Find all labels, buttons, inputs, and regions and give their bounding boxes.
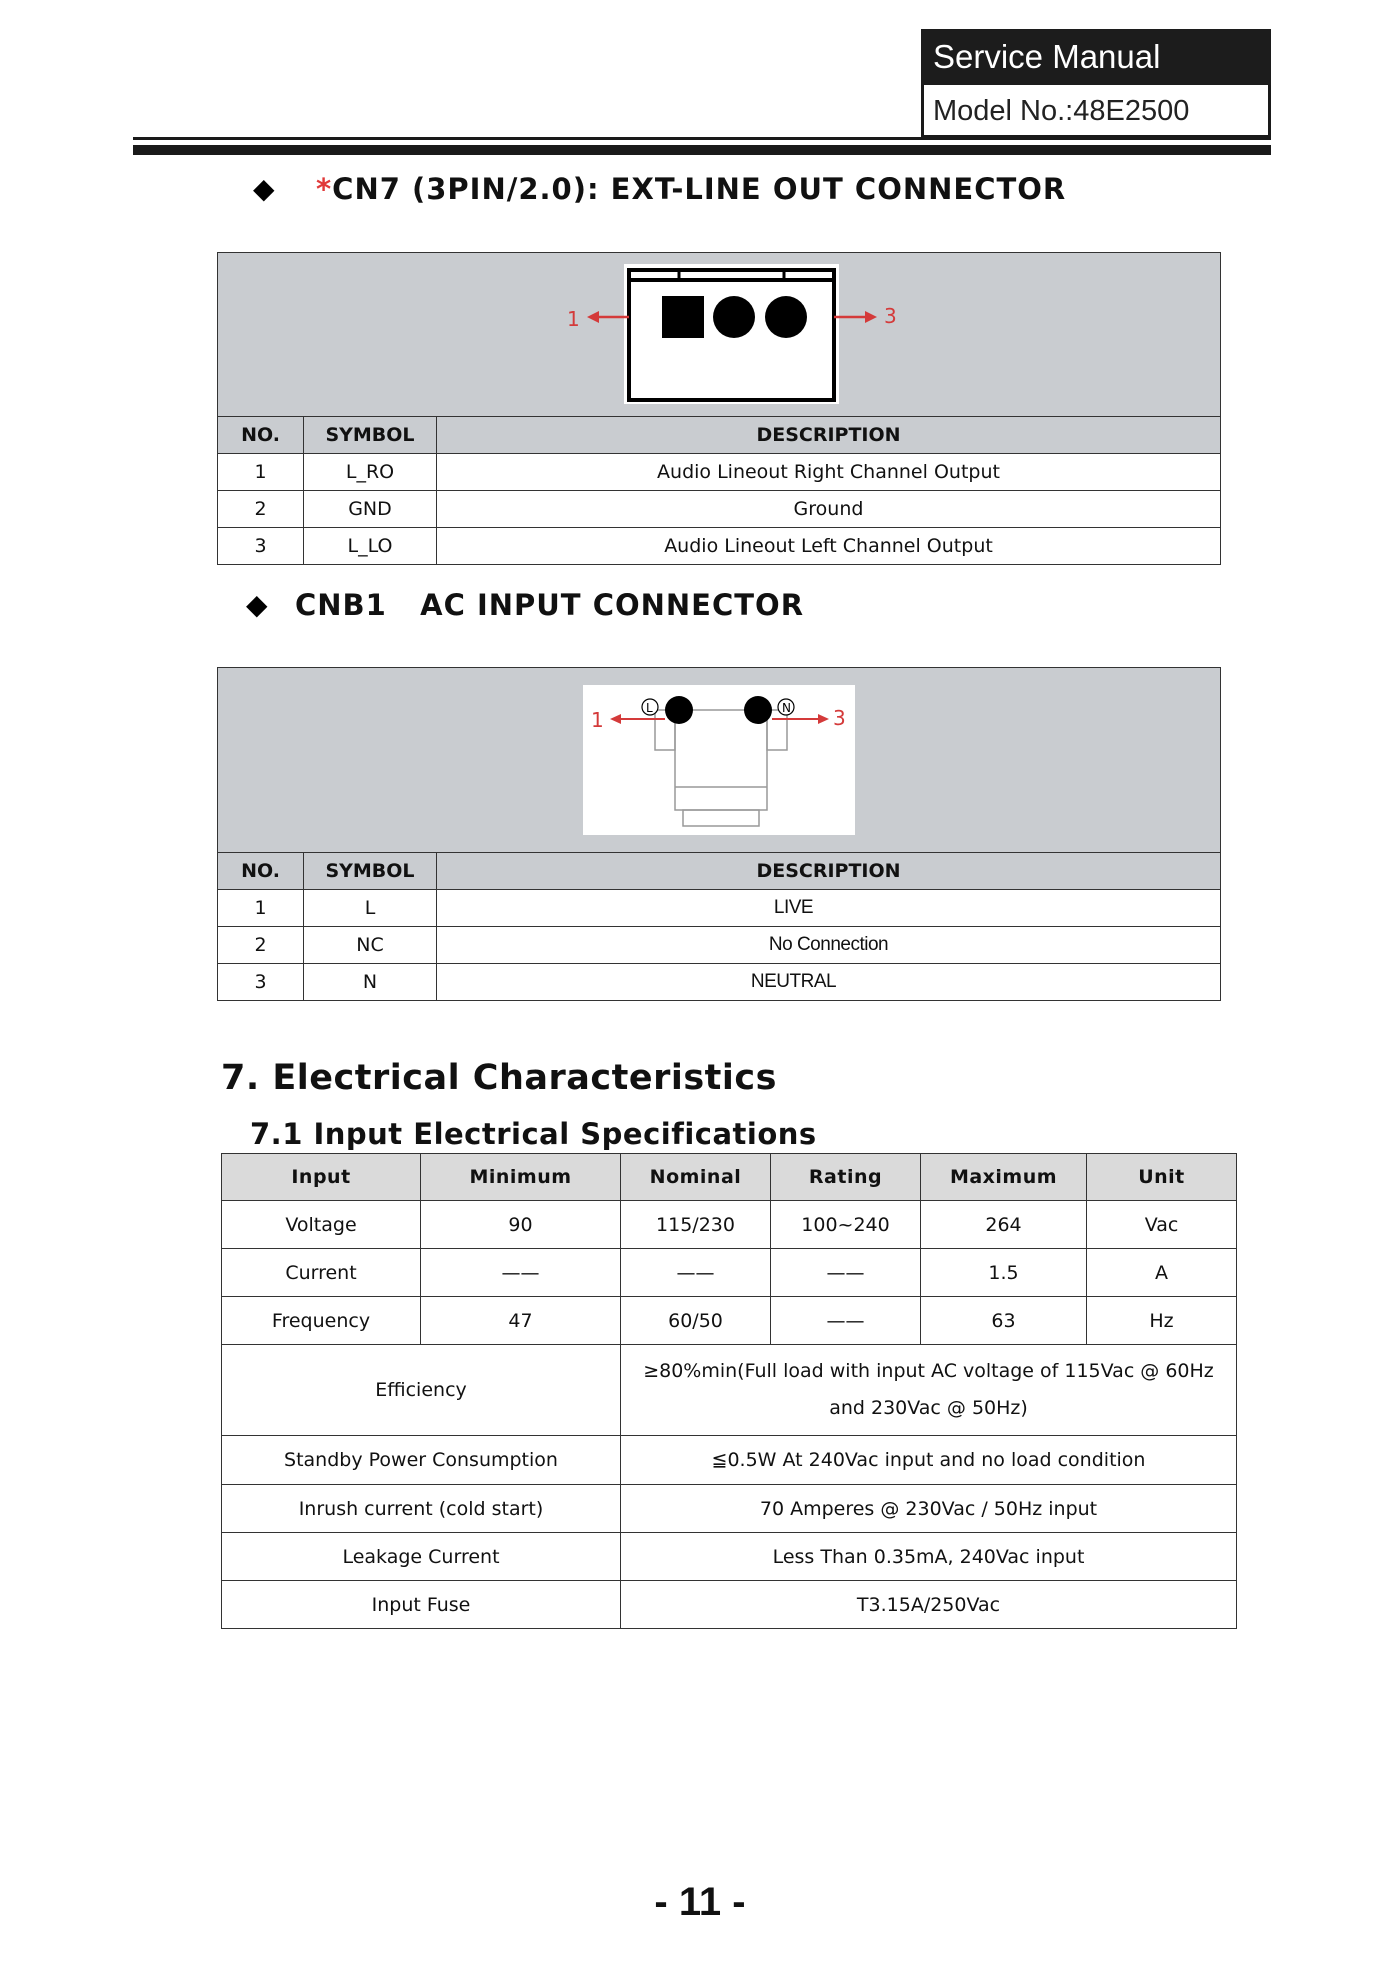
cell-description: No Connection xyxy=(437,927,1221,964)
table-row xyxy=(218,528,1221,565)
cnb1-col-description: DESCRIPTION xyxy=(437,853,1221,890)
cell: Current xyxy=(222,1249,421,1297)
cn7-col-symbol: SYMBOL xyxy=(304,417,437,454)
cnb1-connector-diagram xyxy=(583,685,855,835)
cell-value: 70 Amperes @ 230Vac / 50Hz input xyxy=(621,1485,1237,1533)
table-row xyxy=(222,1533,1237,1581)
cell-label: Inrush current (cold start) xyxy=(222,1485,621,1533)
cn7-pin-2 xyxy=(713,296,755,338)
header-rule-thick xyxy=(133,145,1271,155)
cell-no: 3 xyxy=(218,964,304,1001)
cell-description: NEUTRAL xyxy=(437,964,1221,1001)
cell-value: ≦0.5W At 240Vac input and no load condition xyxy=(621,1436,1237,1485)
cell: Frequency xyxy=(222,1297,421,1345)
cell: Voltage xyxy=(222,1201,421,1249)
col-minimum: Minimum xyxy=(421,1154,621,1201)
cnb1-diagram-bg xyxy=(583,685,855,835)
table-row xyxy=(218,890,1221,927)
cn7-arrowhead-right xyxy=(865,311,877,323)
bullet-diamond-icon: ◆ xyxy=(246,588,268,621)
cell: —— xyxy=(421,1249,621,1297)
electrical-spec-table xyxy=(221,1153,1237,1629)
cnb1-mark-l-text: L xyxy=(646,701,653,715)
table-row xyxy=(222,1485,1237,1533)
cell: A xyxy=(1087,1249,1237,1297)
cell: 47 xyxy=(421,1297,621,1345)
table-row xyxy=(218,491,1221,528)
table-row xyxy=(222,1436,1237,1485)
cell-symbol: L_LO xyxy=(304,528,437,565)
cn7-header-row xyxy=(218,417,1221,454)
cn7-arrowhead-left xyxy=(587,311,599,323)
cn7-col-no: NO. xyxy=(218,417,304,454)
cell: —— xyxy=(621,1249,771,1297)
col-unit: Unit xyxy=(1087,1154,1237,1201)
cnb1-pin-1 xyxy=(665,696,693,724)
cell-description: LIVE xyxy=(437,890,1221,927)
cn7-connector-diagram xyxy=(529,260,909,410)
cell: Vac xyxy=(1087,1201,1237,1249)
cell-description: Ground xyxy=(437,491,1221,528)
table-row xyxy=(218,964,1221,1001)
cell: 90 xyxy=(421,1201,621,1249)
cnb1-col-symbol: SYMBOL xyxy=(304,853,437,890)
cell-no: 1 xyxy=(218,890,304,927)
cell-label: Leakage Current xyxy=(222,1533,621,1581)
cnb1-pin-label-right: 3 xyxy=(833,706,846,730)
table-row xyxy=(222,1345,1237,1436)
cell-value-line: and 230Vac @ 50Hz) xyxy=(829,1397,1028,1419)
table-row xyxy=(218,927,1221,964)
col-input: Input xyxy=(222,1154,421,1201)
cn7-pin-label-right: 3 xyxy=(884,303,897,328)
cell-value xyxy=(621,1345,1237,1436)
col-maximum: Maximum xyxy=(921,1154,1087,1201)
cell-symbol: N xyxy=(304,964,437,1001)
cell: 264 xyxy=(921,1201,1087,1249)
table-row xyxy=(222,1297,1237,1345)
subsection-title: 7.1 Input Electrical Specifications xyxy=(250,1117,817,1151)
cnb1-diagram-row xyxy=(218,668,1221,853)
table-row xyxy=(222,1201,1237,1249)
cnb1-header-row xyxy=(218,853,1221,890)
cell-value-line: ≥80%min(Full load with input AC voltage of 115Vac @ 60Hz xyxy=(643,1360,1214,1382)
cnb1-pin-label-left: 1 xyxy=(591,708,604,732)
cell-no: 2 xyxy=(218,491,304,528)
cell-label: Efficiency xyxy=(222,1345,621,1436)
cn7-pin-1 xyxy=(662,296,704,338)
table-row xyxy=(222,1581,1237,1629)
cell-symbol: NC xyxy=(304,927,437,964)
cell: Hz xyxy=(1087,1297,1237,1345)
cell-label: Input Fuse xyxy=(222,1581,621,1629)
cnb1-mark-n-text: N xyxy=(782,701,791,715)
bullet-diamond-icon: ◆ xyxy=(253,172,275,205)
cnb1-table xyxy=(217,667,1221,1001)
cell-description: Audio Lineout Right Channel Output xyxy=(437,454,1221,491)
cell-description: Audio Lineout Left Channel Output xyxy=(437,528,1221,565)
cn7-col-description: DESCRIPTION xyxy=(437,417,1221,454)
spec-header-row xyxy=(222,1154,1237,1201)
header-model-number: Model No.:48E2500 xyxy=(933,95,1190,127)
cell: 1.5 xyxy=(921,1249,1087,1297)
cnb1-heading: CNB1 AC INPUT CONNECTOR xyxy=(295,588,805,622)
cn7-diagram-row xyxy=(218,253,1221,417)
cn7-heading-text: CN7 (3PIN/2.0): EXT-LINE OUT CONNECTOR xyxy=(332,172,1067,206)
cell: 60/50 xyxy=(621,1297,771,1345)
cn7-pin-3 xyxy=(765,296,807,338)
col-rating: Rating xyxy=(771,1154,921,1201)
cell-value: T3.15A/250Vac xyxy=(621,1581,1237,1629)
col-nominal: Nominal xyxy=(621,1154,771,1201)
cnb1-col-no: NO. xyxy=(218,853,304,890)
cell-symbol: L xyxy=(304,890,437,927)
cn7-star: * xyxy=(316,172,333,206)
cn7-pin-label-left: 1 xyxy=(567,306,580,331)
page-number: - 11 - xyxy=(654,1880,746,1924)
cell-no: 2 xyxy=(218,927,304,964)
cell-value: Less Than 0.35mA, 240Vac input xyxy=(621,1533,1237,1581)
cell-no: 1 xyxy=(218,454,304,491)
cell: 115/230 xyxy=(621,1201,771,1249)
header-rule-thin xyxy=(133,137,1271,140)
cell-no: 3 xyxy=(218,528,304,565)
cell-symbol: GND xyxy=(304,491,437,528)
cnb1-pin-3 xyxy=(744,696,772,724)
cn7-heading xyxy=(316,172,1066,206)
cell-label: Standby Power Consumption xyxy=(222,1436,621,1485)
cell: —— xyxy=(771,1297,921,1345)
table-row xyxy=(222,1249,1237,1297)
table-row xyxy=(218,454,1221,491)
cn7-table xyxy=(217,252,1221,565)
cell: —— xyxy=(771,1249,921,1297)
cell: 100~240 xyxy=(771,1201,921,1249)
cell-symbol: L_RO xyxy=(304,454,437,491)
header-title: Service Manual xyxy=(921,29,1271,85)
cell: 63 xyxy=(921,1297,1087,1345)
section-title: 7. Electrical Characteristics xyxy=(221,1058,777,1098)
